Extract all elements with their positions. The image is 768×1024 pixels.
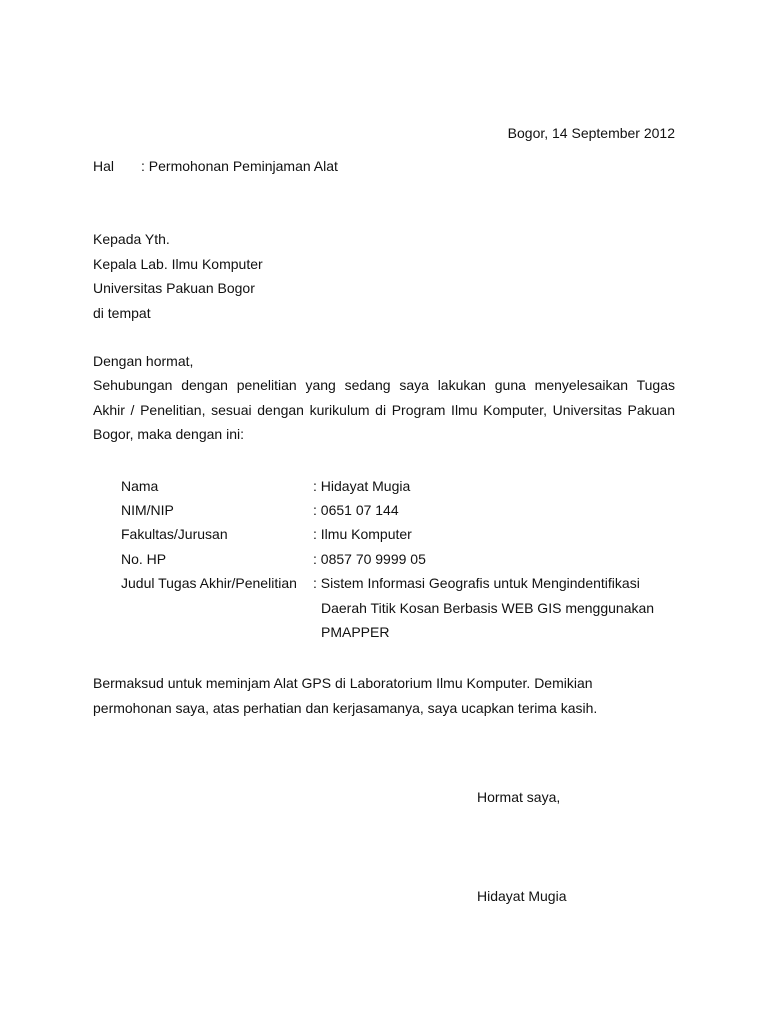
field-label-nama: Nama: [121, 478, 159, 494]
closing-line: Bermaksud untuk meminjam Alat GPS di Laboratorium Ilmu Komputer. Demikian: [93, 675, 593, 691]
subject-value: : Permohonan Peminjaman Alat: [141, 158, 338, 174]
recipient-line: Kepala Lab. Ilmu Komputer: [93, 256, 263, 272]
field-label-hp: No. HP: [121, 551, 167, 567]
recipient-line: Kepada Yth.: [93, 231, 170, 247]
field-label-judul: Judul Tugas Akhir/Penelitian: [121, 575, 297, 591]
letter-date: Bogor, 14 September 2012: [507, 125, 675, 141]
field-label-fakultas: Fakultas/Jurusan: [121, 526, 228, 542]
intro-line: Akhir / Penelitian, sesuai dengan kurikulum di Program Ilmu Komputer, Universitas Pakuan: [93, 402, 675, 418]
field-value-judul: : Sistem Informasi Geografis untuk Mengindentifikasi: [313, 575, 640, 591]
field-value-judul-cont: Daerah Titik Kosan Berbasis WEB GIS menggunakan: [321, 600, 655, 616]
sign-off: Hormat saya,: [477, 789, 561, 805]
recipient-line: Universitas Pakuan Bogor: [93, 280, 255, 296]
signature-name: Hidayat Mugia: [477, 888, 567, 904]
field-value-hp: : 0857 70 9999 05: [313, 551, 426, 567]
field-value-nama: : Hidayat Mugia: [313, 478, 411, 494]
closing-line: permohonan saya, atas perhatian dan kerjasamanya, saya ucapkan terima kasih.: [93, 700, 598, 716]
intro-line: Sehubungan dengan penelitian yang sedang saya lakukan guna menyelesaikan Tugas: [93, 377, 675, 393]
field-value-fakultas: : Ilmu Komputer: [313, 526, 412, 542]
intro-line: Bogor, maka dengan ini:: [93, 426, 244, 442]
field-value-judul-cont: PMAPPER: [321, 624, 390, 640]
recipient-line: di tempat: [93, 305, 151, 321]
field-label-nim: NIM/NIP: [121, 502, 174, 518]
subject-label: Hal: [93, 158, 115, 174]
field-value-nim: : 0651 07 144: [313, 502, 399, 518]
greeting: Dengan hormat,: [93, 353, 194, 369]
